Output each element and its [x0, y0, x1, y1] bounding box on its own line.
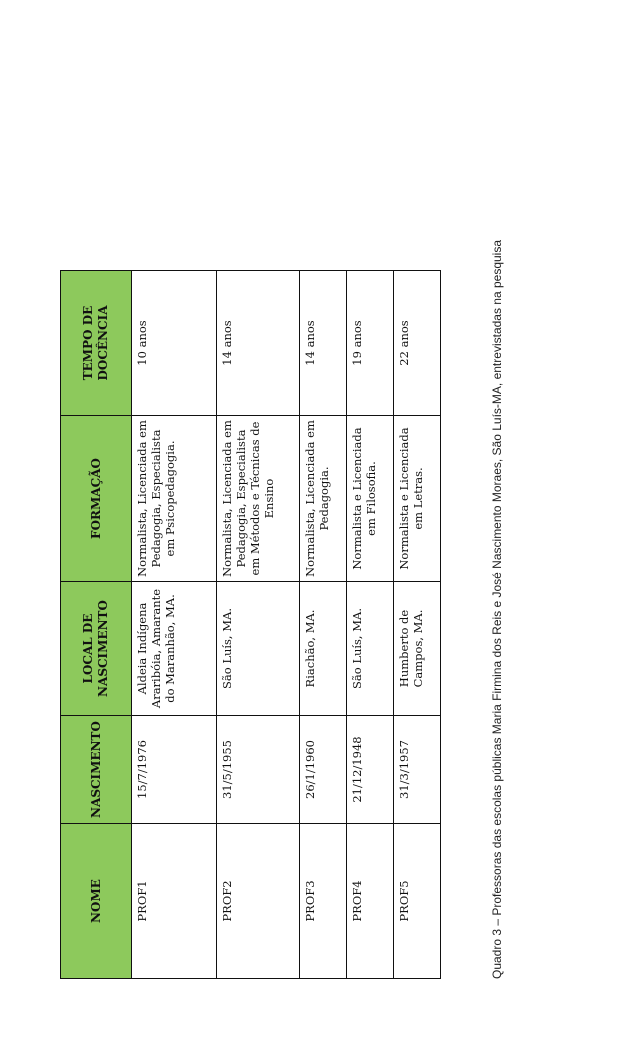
header-nome: NOME [61, 824, 132, 979]
cell-local: Riachão, MA. [300, 582, 347, 716]
cell-nascimento: 31/5/1955 [217, 716, 300, 824]
cell-nascimento: 15/7/1976 [132, 716, 217, 824]
cell-formacao: Normalista e Licenciada em Letras. [394, 416, 441, 582]
cell-formacao: Normalista, Licenciada em Pedagogia, Especialista em Métodos e Técnicas de Ensino [217, 416, 300, 582]
cell-nome: PROF2 [217, 824, 300, 979]
cell-nome: PROF1 [132, 824, 217, 979]
cell-nascimento: 31/3/1957 [394, 716, 441, 824]
cell-nome: PROF4 [347, 824, 394, 979]
cell-tempo: 14 anos [300, 271, 347, 416]
cell-local: São Luís, MA. [217, 582, 300, 716]
cell-formacao: Normalista, Licenciada em Pedagogia. [300, 416, 347, 582]
cell-nome: PROF3 [300, 824, 347, 979]
header-formacao: FORMAÇÃO [61, 416, 132, 582]
header-nascimento: NASCIMENTO [61, 716, 132, 824]
teachers-table [60, 270, 441, 979]
cell-formacao: Normalista, Licenciada em Pedagogia, Especialista em Psicopedagogia. [132, 416, 217, 582]
table-caption: Quadro 3 – Professoras das escolas públicas Maria Firmina dos Reis e José Nascimento Moraes, São Luís-MA, entrevistadas na pesquisa [490, 239, 504, 979]
header-tempo-de-docencia: TEMPO DE DOCÊNCIA [61, 271, 132, 416]
cell-local: Aldeia Indígena Araribóia, Amarante do Maranhão, MA. [132, 582, 217, 716]
table-header-row [61, 271, 132, 979]
cell-formacao: Normalista e Licenciada em Filosofia. [347, 416, 394, 582]
table-row [132, 271, 217, 979]
cell-tempo: 10 anos [132, 271, 217, 416]
header-local-de-nascimento: LOCAL DE NASCIMENTO [61, 582, 132, 716]
cell-tempo: 22 anos [394, 271, 441, 416]
table-row [300, 271, 347, 979]
cell-nome: PROF5 [394, 824, 441, 979]
table-row [394, 271, 441, 979]
table-row [217, 271, 300, 979]
cell-nascimento: 21/12/1948 [347, 716, 394, 824]
table-row [347, 271, 394, 979]
cell-tempo: 19 anos [347, 271, 394, 416]
cell-nascimento: 26/1/1960 [300, 716, 347, 824]
cell-tempo: 14 anos [217, 271, 300, 416]
cell-local: São Luís, MA. [347, 582, 394, 716]
cell-local: Humberto de Campos, MA. [394, 582, 441, 716]
